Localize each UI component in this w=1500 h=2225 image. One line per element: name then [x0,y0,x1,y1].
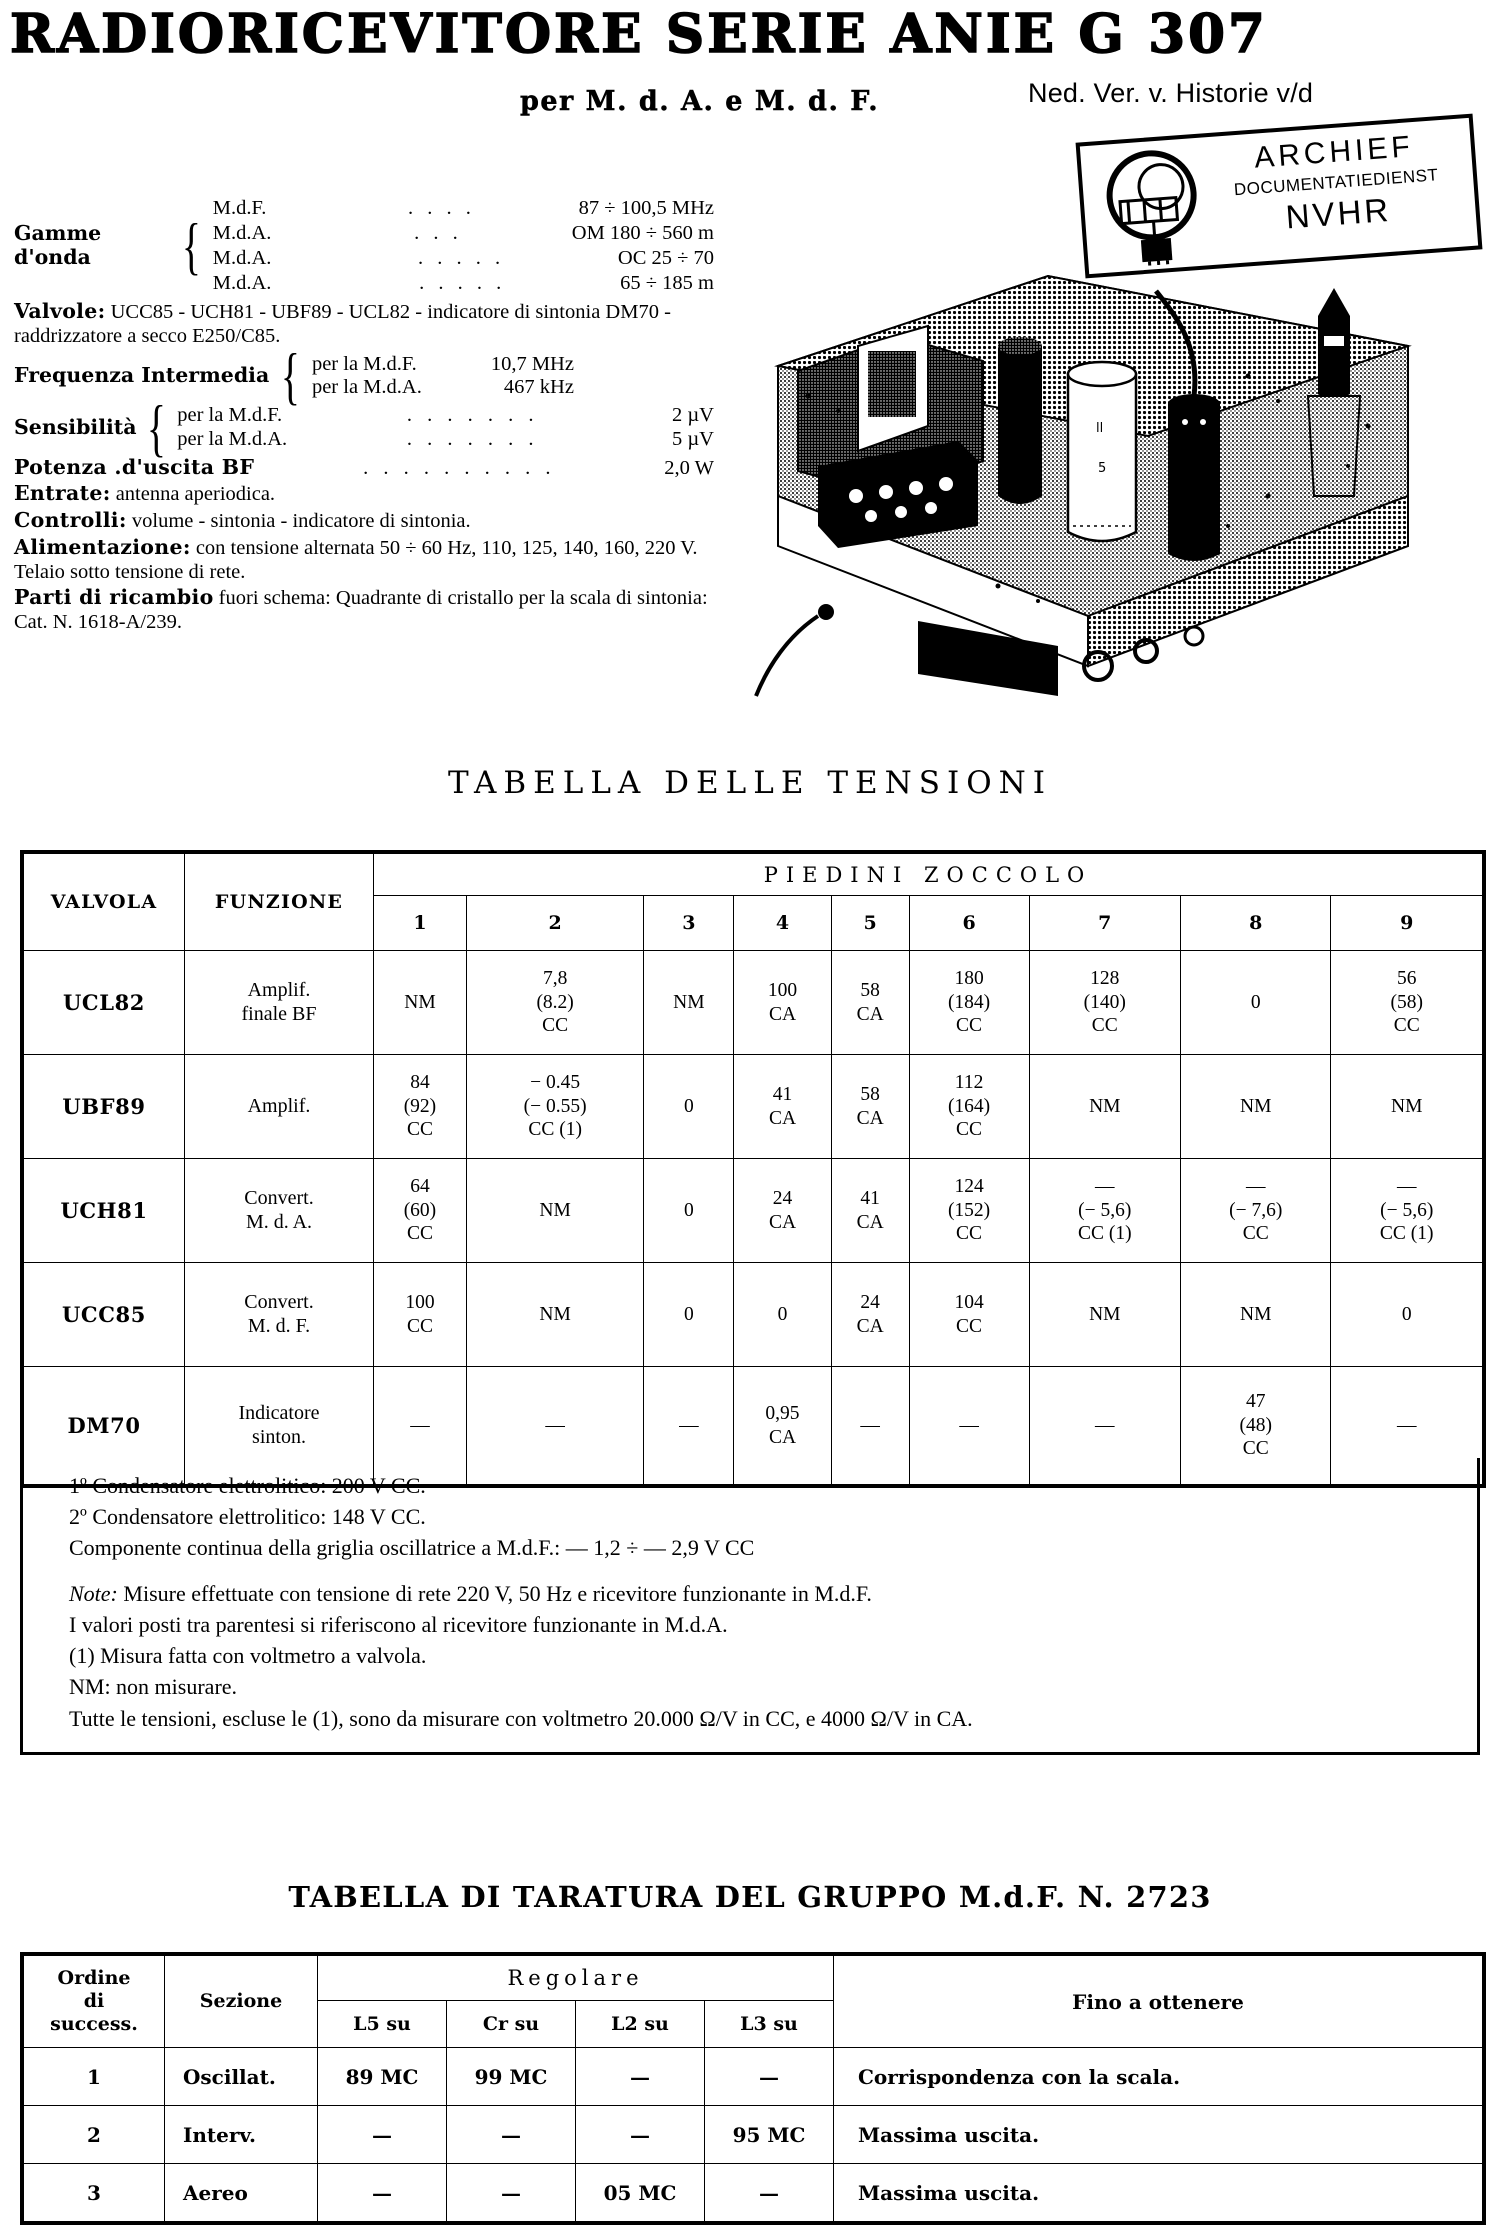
valve-function: Convert. M. d. F. [185,1263,374,1367]
pin-value: 64 (60) CC [374,1159,467,1263]
table-row [24,1055,1483,1159]
if-mode: per la M.d.A. [311,376,422,399]
valve-function: Amplif. finale BF [185,951,374,1055]
spare-parts-line [14,586,714,635]
header-pin-7: 7 [1029,896,1180,951]
pin-value: NM [466,1263,643,1367]
dot-leader: . . . [414,222,463,244]
power-supply-line [14,536,714,585]
header-l5-su: L5 su [318,2001,447,2048]
pin-value: NM [1331,1055,1483,1159]
pin-value: 47 (48) CC [1181,1367,1331,1485]
header-pin-3: 3 [644,896,734,951]
table-row [24,1159,1483,1263]
row-result: Massima uscita. [834,2106,1483,2164]
header-valvola: VALVOLA [24,854,185,951]
header-piedini-zoccolo: PIEDINI ZOCCOLO [374,854,1483,896]
header-pin-6: 6 [909,896,1029,951]
band-value: 87 ÷ 100,5 MHz [578,197,714,219]
note-line: I valori posti tra parentesi si riferiscono al ricevitore funzionante in M.d.A. [69,1611,728,1637]
pin-value: 0 [734,1263,831,1367]
pin-value: 104 CC [909,1263,1029,1367]
if-row [312,376,714,400]
header-pin-9: 9 [1331,896,1483,951]
pin-value: — (− 5,6) CC (1) [1029,1159,1180,1263]
dot-leader: . . . . . . . . . . [363,456,556,479]
pin-value: — (− 5,6) CC (1) [1331,1159,1483,1263]
note-line: Tutte le tensioni, escluse le (1), sono da misurare con voltmetro 20.000 Ω/V in CC, e 4000 Ω/V in CA. [69,1705,973,1731]
dot-leader: . . . . [407,197,476,219]
svg-text:ll: ll [1096,421,1104,436]
output-power-value: 2,0 W [664,456,714,479]
pin-value: 84 (92) CC [374,1055,467,1159]
if-mode: per la M.d.F. [311,352,417,375]
chassis-photograph [748,196,1468,716]
header-cr-su: Cr su [447,2001,576,2048]
sensitivity-mode: per la M.d.A. [177,427,288,450]
valve-name: UCC85 [24,1263,185,1367]
stamp-line-nvhr: NVHR [1284,190,1393,236]
pin-value: — [466,1367,643,1485]
pin-value: − 0.45 (− 0.55) CC (1) [466,1055,643,1159]
table-row [24,2048,1483,2106]
pin-value: 56 (58) CC [1331,951,1483,1055]
if-row [312,353,714,377]
valve-function: Indicatore sinton. [185,1367,374,1485]
svg-text:5: 5 [1098,461,1107,476]
valve-function: Convert. M. d. A. [185,1159,374,1263]
pin-value: 0 [1331,1263,1483,1367]
stamp-line-archief: ARCHIEF [1253,130,1415,175]
pin-value: NM [1029,1055,1180,1159]
band-value: OC 25 ÷ 70 [617,247,714,269]
header-funzione: FUNZIONE [185,854,374,951]
brace-icon: { [181,209,201,281]
pin-value: 100 CA [734,951,831,1055]
valve-name: UCL82 [24,951,185,1055]
voltage-table-title: TABELLA DELLE TENSIONI [447,765,1053,801]
footnote-oscillator-grid: Componente continua della griglia oscillatrice a M.d.F.: — 1,2 ÷ — 2,9 V CC [69,1535,755,1561]
sensitivity-mode: per la M.d.F. [177,404,283,427]
spare-parts-text: fuori schema: Quadrante di cristallo per la scala di sintonia: Cat. N. 1618-A/239. [14,587,708,634]
pin-value: 41 CA [831,1159,909,1263]
pin-value: NM [1181,1263,1331,1367]
header-l3-su: L3 su [705,2001,834,2048]
notes-block [23,1578,1477,1734]
pin-value: 24 CA [734,1159,831,1263]
valve-name: UCH81 [24,1159,185,1263]
pin-value: — [644,1367,734,1485]
band-mode: M.d.F. [212,197,267,219]
pin-value: 100 CC [374,1263,467,1367]
header-fino-a-ottenere: Fino a ottenere [834,1956,1483,2048]
header-ordine: Ordine di success. [24,1956,165,2048]
if-label: Frequenza Intermedia [14,363,270,388]
pin-value: NM [1029,1263,1180,1367]
dot-leader: . . . . . . . [406,404,539,427]
footnote-capacitor-2: 2º Condensatore elettrolitico: 148 V CC. [69,1504,426,1530]
dot-leader: . . . . . [417,247,505,269]
note-line [69,1578,1477,1609]
row-value-l5: — [318,2164,447,2222]
note-text: Misure effettuate con tensione di rete 220 V, 50 Hz e ricevitore funzionante in M.d.F. [123,1580,872,1606]
controls-line [14,509,714,534]
table-row [24,2164,1483,2222]
pin-value: — [909,1367,1029,1485]
calibration-table-title: TABELLA DI TARATURA DEL GRUPPO M.d.F. N. 2723 [288,1880,1212,1914]
band-value: 65 ÷ 185 m [620,272,714,294]
pin-value: 128 (140) CC [1029,951,1180,1055]
pin-value: 58 CA [831,1055,909,1159]
wave-bands-label: Gamme d'onda [14,221,102,269]
header-pin-8: 8 [1181,896,1331,951]
if-value: 10,7 MHz [490,352,574,375]
pin-value: NM [374,951,467,1055]
row-value-l3: 95 MC [705,2106,834,2164]
row-value-l3: — [705,2164,834,2222]
header-pin-2: 2 [466,896,643,951]
row-value-cr: 99 MC [447,2048,576,2106]
header-l2-su: L2 su [576,2001,705,2048]
row-value-l5: 89 MC [318,2048,447,2106]
output-power-label: Potenza .d'uscita BF [14,454,255,479]
pin-value: NM [1181,1055,1331,1159]
pin-value: 7,8 (8.2) CC [466,951,643,1055]
valvole-label: Valvole: [14,299,106,323]
table-row [24,1263,1483,1367]
inputs-line [14,482,714,507]
valve-name: DM70 [24,1367,185,1485]
stamp-line-documentatiedienst: DOCUMENTATIEDIENST [1233,165,1439,200]
voltage-table-notes [20,1458,1480,1755]
header-pin-5: 5 [831,896,909,951]
pin-value: — [374,1367,467,1485]
row-order: 3 [24,2164,165,2222]
specifications-list [14,196,714,637]
radio-chassis-image [748,196,1468,716]
table-row [24,2106,1483,2164]
archive-attribution: Ned. Ver. v. Historie v/d [1028,78,1314,108]
pin-value: 0 [1181,951,1331,1055]
row-result: Corrispondenza con la scala. [834,2048,1483,2106]
pin-value: NM [466,1159,643,1263]
band-row [213,246,714,271]
band-row [213,271,714,296]
sensitivity-row [177,404,714,428]
row-section: Oscillat. [165,2048,318,2106]
intermediate-frequency-block [14,340,714,412]
pin-value: 0 [644,1159,734,1263]
controls-label: Controlli: [14,508,127,533]
inputs-text: antenna aperiodica. [115,483,276,506]
sensitivity-value: 5 µV [672,427,714,450]
row-value-cr: — [447,2106,576,2164]
header-sezione: Sezione [165,1956,318,2048]
row-section: Aereo [165,2164,318,2222]
sensitivity-block [14,391,714,463]
dot-leader: . . . . . . . [406,427,539,450]
output-power-line [14,456,714,481]
wave-bands-block [14,196,714,296]
header-regolare: Regolare [318,1956,834,2001]
page-subtitle: per M. d. A. e M. d. F. [520,86,880,117]
row-section: Interv. [165,2106,318,2164]
band-mode: M.d.A. [212,247,272,269]
band-row [213,221,714,246]
row-order: 2 [24,2106,165,2164]
inputs-label: Entrate: [14,481,111,506]
valve-function: Amplif. [185,1055,374,1159]
pin-value: 124 (152) CC [909,1159,1029,1263]
row-value-l3: — [705,2048,834,2106]
pin-value: — (− 7,6) CC [1181,1159,1331,1263]
spare-parts-label: Parti di ricambio [14,585,214,610]
band-mode: M.d.A. [212,222,272,244]
controls-text: volume - sintonia - indicatore di sintonia. [131,510,471,533]
pin-value: 0,95 CA [734,1367,831,1485]
if-value: 467 kHz [503,376,574,399]
pin-value: 0 [644,1055,734,1159]
voltage-table [20,850,1486,1488]
pin-value: 180 (184) CC [909,951,1029,1055]
pin-value: — [1331,1367,1483,1485]
footnote-capacitor-1: 1º Condensatore elettrolitico: 200 V CC. [69,1473,426,1498]
sensitivity-row [177,428,714,452]
note-line: (1) Misura fatta con voltmetro a valvola. [69,1643,427,1669]
band-row [213,196,714,221]
dot-leader: . . . . . [419,272,506,294]
row-result: Massima uscita. [834,2164,1483,2222]
calibration-table [20,1952,1486,2225]
row-value-l5: — [318,2106,447,2164]
row-order: 1 [24,2048,165,2106]
brace-icon: { [146,391,166,463]
valvole-text: UCC85 - UCH81 - UBF89 - UCL82 - indicatore di sintonia DM70 - raddrizzatore a secco E250/C85. [14,301,671,347]
row-value-l2: — [576,2048,705,2106]
pin-value: 41 CA [734,1055,831,1159]
pin-value: — [831,1367,909,1485]
band-mode: M.d.A. [212,272,272,294]
note-line: NM: non misurare. [69,1674,238,1700]
pin-value: 24 CA [831,1263,909,1367]
note-label: Note: [69,1580,118,1606]
row-value-l2: 05 MC [576,2164,705,2222]
header-pin-4: 4 [734,896,831,951]
page-title: RADIORICEVITORE SERIE ANIE G 307 [10,3,1268,65]
pin-value: 0 [644,1263,734,1367]
sensitivity-value: 2 µV [672,404,714,427]
brace-icon: { [281,340,301,412]
row-value-cr: — [447,2164,576,2222]
header-pin-1: 1 [374,896,467,951]
power-supply-label: Alimentazione: [14,534,191,559]
valve-name: UBF89 [24,1055,185,1159]
pin-value: 58 CA [831,951,909,1055]
valvole-line [14,300,714,349]
row-value-l2: — [576,2106,705,2164]
pin-value: 112 (164) CC [909,1055,1029,1159]
power-supply-text: con tensione alternata 50 ÷ 60 Hz, 110, 125, 140, 160, 220 V. Telaio sotto tensione di rete. [14,536,698,583]
pin-value: — [1029,1367,1180,1485]
sensitivity-label: Sensibilità [14,414,137,439]
band-value: OM 180 ÷ 560 m [571,222,714,244]
table-row [24,951,1483,1055]
pin-value: NM [644,951,734,1055]
